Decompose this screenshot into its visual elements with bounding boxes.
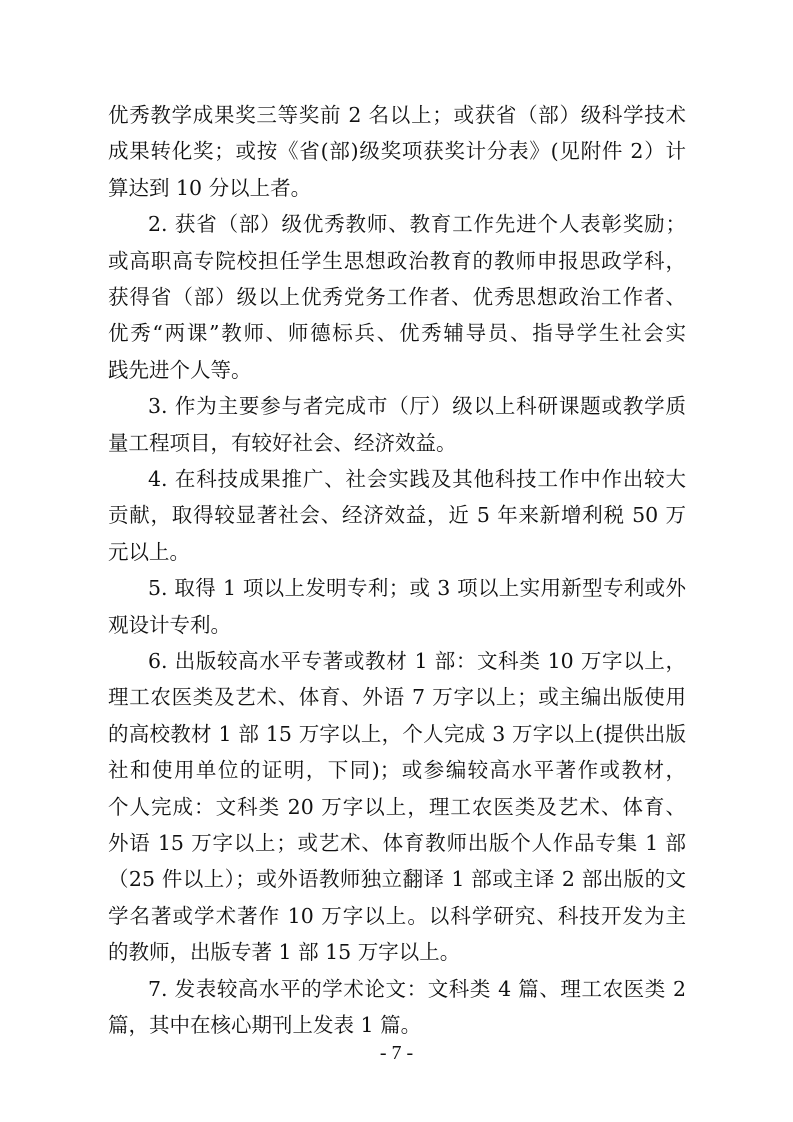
body-line: 观设计专利。: [108, 613, 231, 637]
body-line: 优秀教学成果奖三等奖前 2 名以上；或获省（部）级科学技术: [108, 103, 686, 127]
page-number: - 7 -: [379, 1042, 414, 1064]
body-line: 元以上。: [108, 540, 190, 564]
body-line: 社和使用单位的证明，下同)；或参编较高水平著作或教材，: [108, 758, 686, 782]
item-6-line: 6. 出版较高水平专著或教材 1 部：文科类 10 万字以上，: [148, 649, 686, 673]
body-line: 践先进个人等。: [108, 358, 252, 382]
body-line: 获得省（部）级以上优秀党务工作者、优秀思想政治工作者、: [108, 285, 686, 309]
body-line: 的教师，出版专著 1 部 15 万字以上。: [108, 940, 461, 964]
body-line: 外语 15 万字以上；或艺术、体育教师出版个人作品专集 1 部: [108, 831, 686, 855]
body-line: 篇，其中在核心期刊上发表 1 篇。: [108, 1013, 422, 1037]
body-line: 优秀“两课”教师、师德标兵、优秀辅导员、指导学生社会实: [108, 321, 686, 345]
body-line: 的高校教材 1 部 15 万字以上，个人完成 3 万字以上(提供出版: [108, 722, 686, 746]
body-line: 成果转化奖；或按《省(部)级奖项获奖计分表》(见附件 2）计: [108, 139, 686, 163]
item-4-line: 4. 在科技成果推广、社会实践及其他科技工作中作出较大: [148, 467, 686, 491]
body-line: 理工农医类及艺术、体育、外语 7 万字以上；或主编出版使用: [108, 685, 686, 709]
item-7-line: 7. 发表较高水平的学术论文：文科类 4 篇、理工农医类 2: [148, 977, 686, 1001]
item-5-line: 5. 取得 1 项以上发明专利；或 3 项以上实用新型专利或外: [148, 576, 686, 600]
body-line: 或高职高专院校担任学生思想政治教育的教师申报思政学科，: [108, 249, 686, 273]
body-line: 算达到 10 分以上者。: [108, 176, 312, 200]
body-line: 量工程项目，有较好社会、经济效益。: [108, 431, 457, 455]
body-line: 个人完成：文科类 20 万字以上，理工农医类及艺术、体育、: [108, 795, 686, 819]
item-2-line: 2. 获省（部）级优秀教师、教育工作先进个人表彰奖励；: [148, 212, 686, 236]
body-line: 贡献，取得较显著社会、经济效益，近 5 年来新增利税 50 万: [108, 503, 686, 527]
item-3-line: 3. 作为主要参与者完成市（厅）级以上科研课题或教学质: [148, 394, 686, 418]
body-line: （25 件以上）；或外语教师独立翻译 1 部或主译 2 部出版的文: [108, 867, 686, 891]
body-line: 学名著或学术著作 10 万字以上。以科学研究、科技开发为主: [108, 904, 686, 928]
